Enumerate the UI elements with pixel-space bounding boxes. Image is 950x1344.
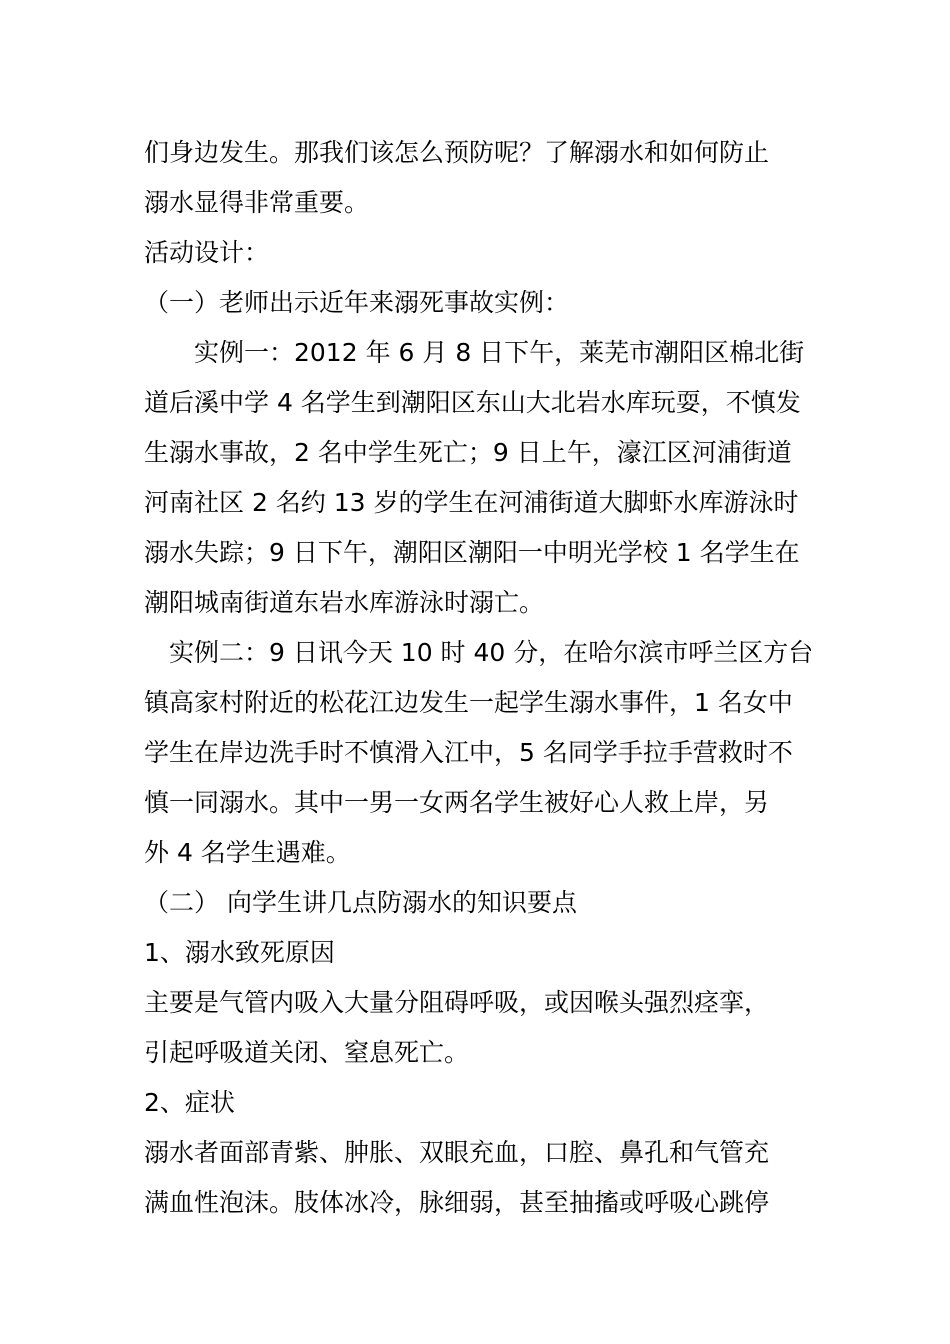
section-heading: 活动设计：	[144, 238, 270, 267]
paragraph-line: 满血性泡沫。肢体冰冷，脉细弱，甚至抽搐或呼吸心跳停	[144, 1188, 770, 1217]
paragraph-line: 溺水失踪；9 日下午，潮阳区潮阳一中明光学校 1 名学生在	[144, 538, 800, 567]
paragraph-line: 慎一同溺水。其中一男一女两名学生被好心人救上岸，另	[144, 788, 770, 817]
paragraph-line: 溺水者面部青紫、肿胀、双眼充血，口腔、鼻孔和气管充	[144, 1138, 770, 1167]
paragraph-line: 生溺水事故，2 名中学生死亡；9 日上午，濠江区河浦街道	[144, 438, 792, 467]
paragraph-line: 学生在岸边洗手时不慎滑入江中，5 名同学手拉手营救时不	[144, 738, 793, 767]
paragraph-line: 引起呼吸道关闭、窒息死亡。	[144, 1038, 470, 1067]
paragraph-line: 道后溪中学 4 名学生到潮阳区东山大北岩水库玩耍，不慎发	[144, 388, 801, 417]
numbered-heading: 1、溺水致死原因	[144, 938, 335, 967]
numbered-heading: 2、症状	[144, 1088, 235, 1117]
document-body	[144, 128, 814, 1228]
paragraph-line: 潮阳城南街道东岩水库游泳时溺亡。	[144, 588, 545, 617]
subsection-heading: （一）老师出示近年来溺死事故实例：	[144, 288, 570, 317]
paragraph-line: 溺水显得非常重要。	[144, 188, 370, 217]
paragraph-line: 实例二：9 日讯今天 10 时 40 分，在哈尔滨市呼兰区方台	[169, 638, 814, 667]
paragraph-line: 实例一：2012 年 6 月 8 日下午，莱芜市潮阳区棉北街	[194, 338, 805, 367]
paragraph-line: 外 4 名学生遇难。	[144, 838, 351, 867]
subsection-heading: （二） 向学生讲几点防溺水的知识要点	[144, 888, 577, 917]
paragraph-line: 们身边发生。那我们该怎么预防呢？了解溺水和如何防止	[144, 138, 770, 167]
paragraph-line: 镇高家村附近的松花江边发生一起学生溺水事件，1 名女中	[144, 688, 793, 717]
paragraph-line: 河南社区 2 名约 13 岁的学生在河浦街道大脚虾水库游泳时	[144, 488, 799, 517]
paragraph-line: 主要是气管内吸入大量分阻碍呼吸，或因喉头强烈痉挛，	[144, 988, 770, 1017]
